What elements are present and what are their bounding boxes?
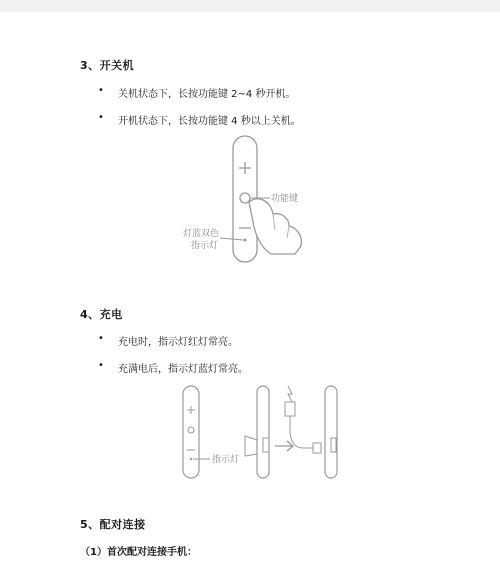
section-4-bullet-2: 充满电后，指示灯蓝灯常亮。 xyxy=(118,364,248,375)
device-front xyxy=(183,386,199,478)
device-charging xyxy=(325,386,337,478)
power-on-illustration xyxy=(175,130,325,270)
indicator-dot xyxy=(244,239,247,242)
charging-illustration xyxy=(175,382,345,482)
section-4-bullet-1: 充电时，指示灯红灯常亮。 xyxy=(118,337,238,348)
usb-plug-icon xyxy=(285,402,295,416)
bullet-marker: • xyxy=(98,112,104,123)
section-3-bullet-1: 关机状态下，长按功能键 2~4 秒开机。 xyxy=(118,89,296,100)
section-5-subheading: （1）首次配对连接手机： xyxy=(80,547,197,558)
section-3-bullet-2: 开机状态下，长按功能键 4 秒以上关机。 xyxy=(118,116,301,127)
indicator-dot xyxy=(190,458,192,460)
lightning-icon xyxy=(288,386,292,402)
section-5-heading: 5、配对连接 xyxy=(80,518,146,531)
device-side xyxy=(257,386,269,478)
charging-indicator-label: 指示灯 xyxy=(212,455,240,465)
page-top-margin xyxy=(0,0,500,12)
section-4-heading: 4、充电 xyxy=(80,308,123,321)
function-key-label: 功能键 xyxy=(271,194,299,204)
indicator-label-1: 灯蓝双色 xyxy=(183,229,220,239)
bullet-marker: • xyxy=(98,85,104,96)
bullet-marker: • xyxy=(98,333,104,344)
bullet-marker: • xyxy=(98,360,104,371)
function-key-icon xyxy=(240,193,250,203)
section-3-heading: 3、开关机 xyxy=(80,59,135,72)
indicator-label-2: 指示灯 xyxy=(191,241,219,251)
arrow-right-icon xyxy=(275,441,293,451)
